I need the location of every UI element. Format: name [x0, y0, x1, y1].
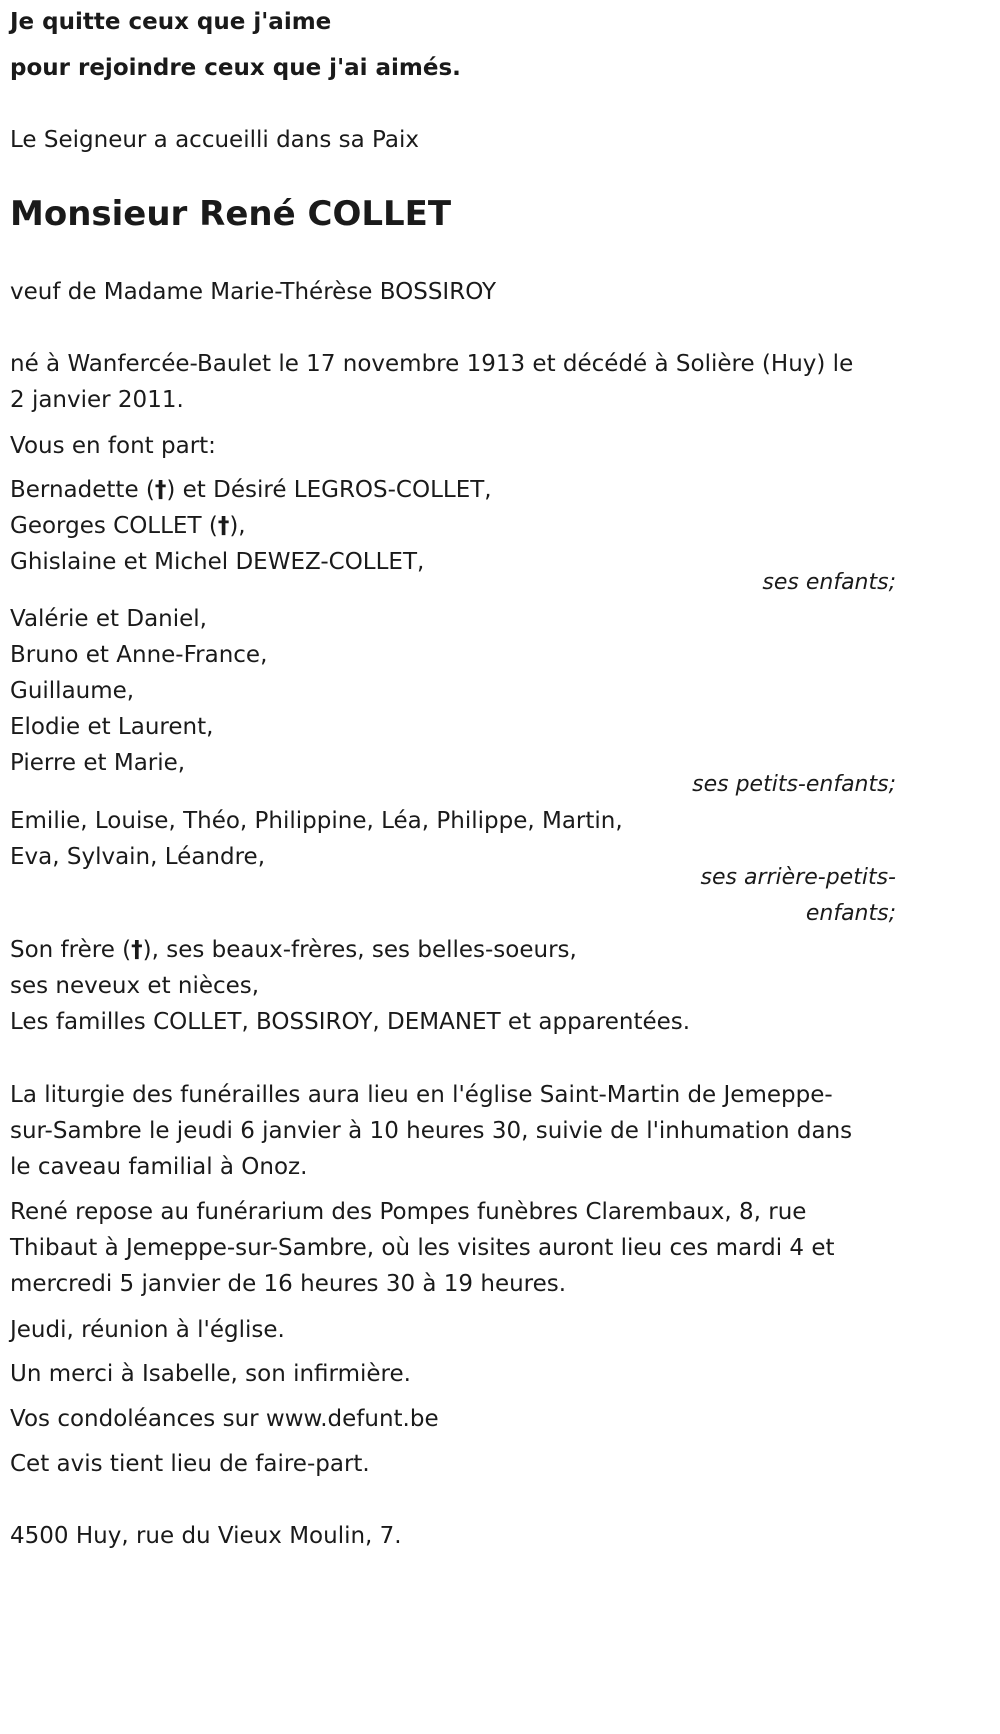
child-2-close: ), — [229, 513, 246, 539]
cross-icon: † — [154, 477, 167, 503]
announce-text: Vous en font part: — [10, 433, 216, 459]
visitation-line-1: René repose au funérarium des Pompes funèbres Clarembaux, 8, rue — [10, 1199, 807, 1225]
deceased-name: Monsieur René COLLET — [10, 194, 452, 234]
verse-line-2: pour rejoindre ceux que j'ai aimés. — [10, 55, 461, 81]
grandchild-line-4: Elodie et Laurent, — [10, 714, 214, 740]
in-laws-text: ), ses beaux-frères, ses belles-soeurs, — [142, 937, 577, 963]
grandchild-line-3: Guillaume, — [10, 678, 135, 704]
meeting-text: Jeudi, réunion à l'église. — [10, 1317, 285, 1343]
child-1-name: Bernadette ( — [10, 477, 155, 503]
condolences-text: Vos condoléances sur www.defunt.be — [10, 1406, 439, 1432]
child-2-name: Georges COLLET ( — [10, 513, 218, 539]
visitation-line-2: Thibaut à Jemeppe-sur-Sambre, où les visites auront lieu ces mardi 4 et — [10, 1235, 835, 1261]
spouse-text: veuf de Madame Marie-Thérèse BOSSIROY — [10, 279, 497, 305]
family-line-2: ses neveux et nièces, — [10, 973, 260, 999]
verse-line-1: Je quitte ceux que j'aime — [10, 9, 332, 35]
liturgy-line-1: La liturgie des funérailles aura lieu en l'église Saint-Martin de Jemeppe- — [10, 1082, 833, 1108]
role-great-grandchildren-2: enfants; — [805, 901, 896, 926]
role-grandchildren: ses petits-enfants; — [692, 772, 896, 797]
grandchild-line-1: Valérie et Daniel, — [10, 606, 207, 632]
cross-icon: † — [131, 937, 143, 963]
role-children: ses enfants; — [762, 570, 896, 595]
great-grandchild-line-2: Eva, Sylvain, Léandre, — [10, 844, 265, 870]
brother-text: Son frère ( — [10, 937, 132, 963]
great-grandchild-line-1: Emilie, Louise, Théo, Philippine, Léa, Philippe, Martin, — [10, 808, 623, 834]
visitation-line-3: mercredi 5 janvier de 16 heures 30 à 19 heures. — [10, 1271, 567, 1297]
cross-icon: † — [217, 513, 230, 539]
liturgy-line-3: le caveau familial à Onoz. — [10, 1154, 308, 1180]
child-line-1 — [10, 472, 492, 508]
liturgy-line-2: sur-Sambre le jeudi 6 janvier à 10 heures 30, suivie de l'inhumation dans — [10, 1118, 853, 1144]
child-line-3: Ghislaine et Michel DEWEZ-COLLET, — [10, 549, 425, 575]
birth-death-line-2: 2 janvier 2011. — [10, 387, 184, 413]
notice-text: Cet avis tient lieu de faire-part. — [10, 1451, 370, 1477]
grandchild-line-5: Pierre et Marie, — [10, 750, 186, 776]
address-text: 4500 Huy, rue du Vieux Moulin, 7. — [10, 1523, 402, 1549]
intro-text: Le Seigneur a accueilli dans sa Paix — [10, 127, 419, 153]
grandchild-line-2: Bruno et Anne-France, — [10, 642, 268, 668]
child-line-2 — [10, 508, 246, 544]
child-1-spouse: ) et Désiré LEGROS-COLLET, — [166, 477, 492, 503]
family-line-1 — [10, 932, 577, 968]
role-great-grandchildren-1: ses arrière-petits- — [700, 865, 896, 890]
family-line-3: Les familles COLLET, BOSSIROY, DEMANET et apparentées. — [10, 1009, 691, 1035]
thanks-text: Un merci à Isabelle, son infirmière. — [10, 1361, 411, 1387]
birth-death-line-1: né à Wanfercée-Baulet le 17 novembre 1913 et décédé à Solière (Huy) le — [10, 351, 854, 377]
